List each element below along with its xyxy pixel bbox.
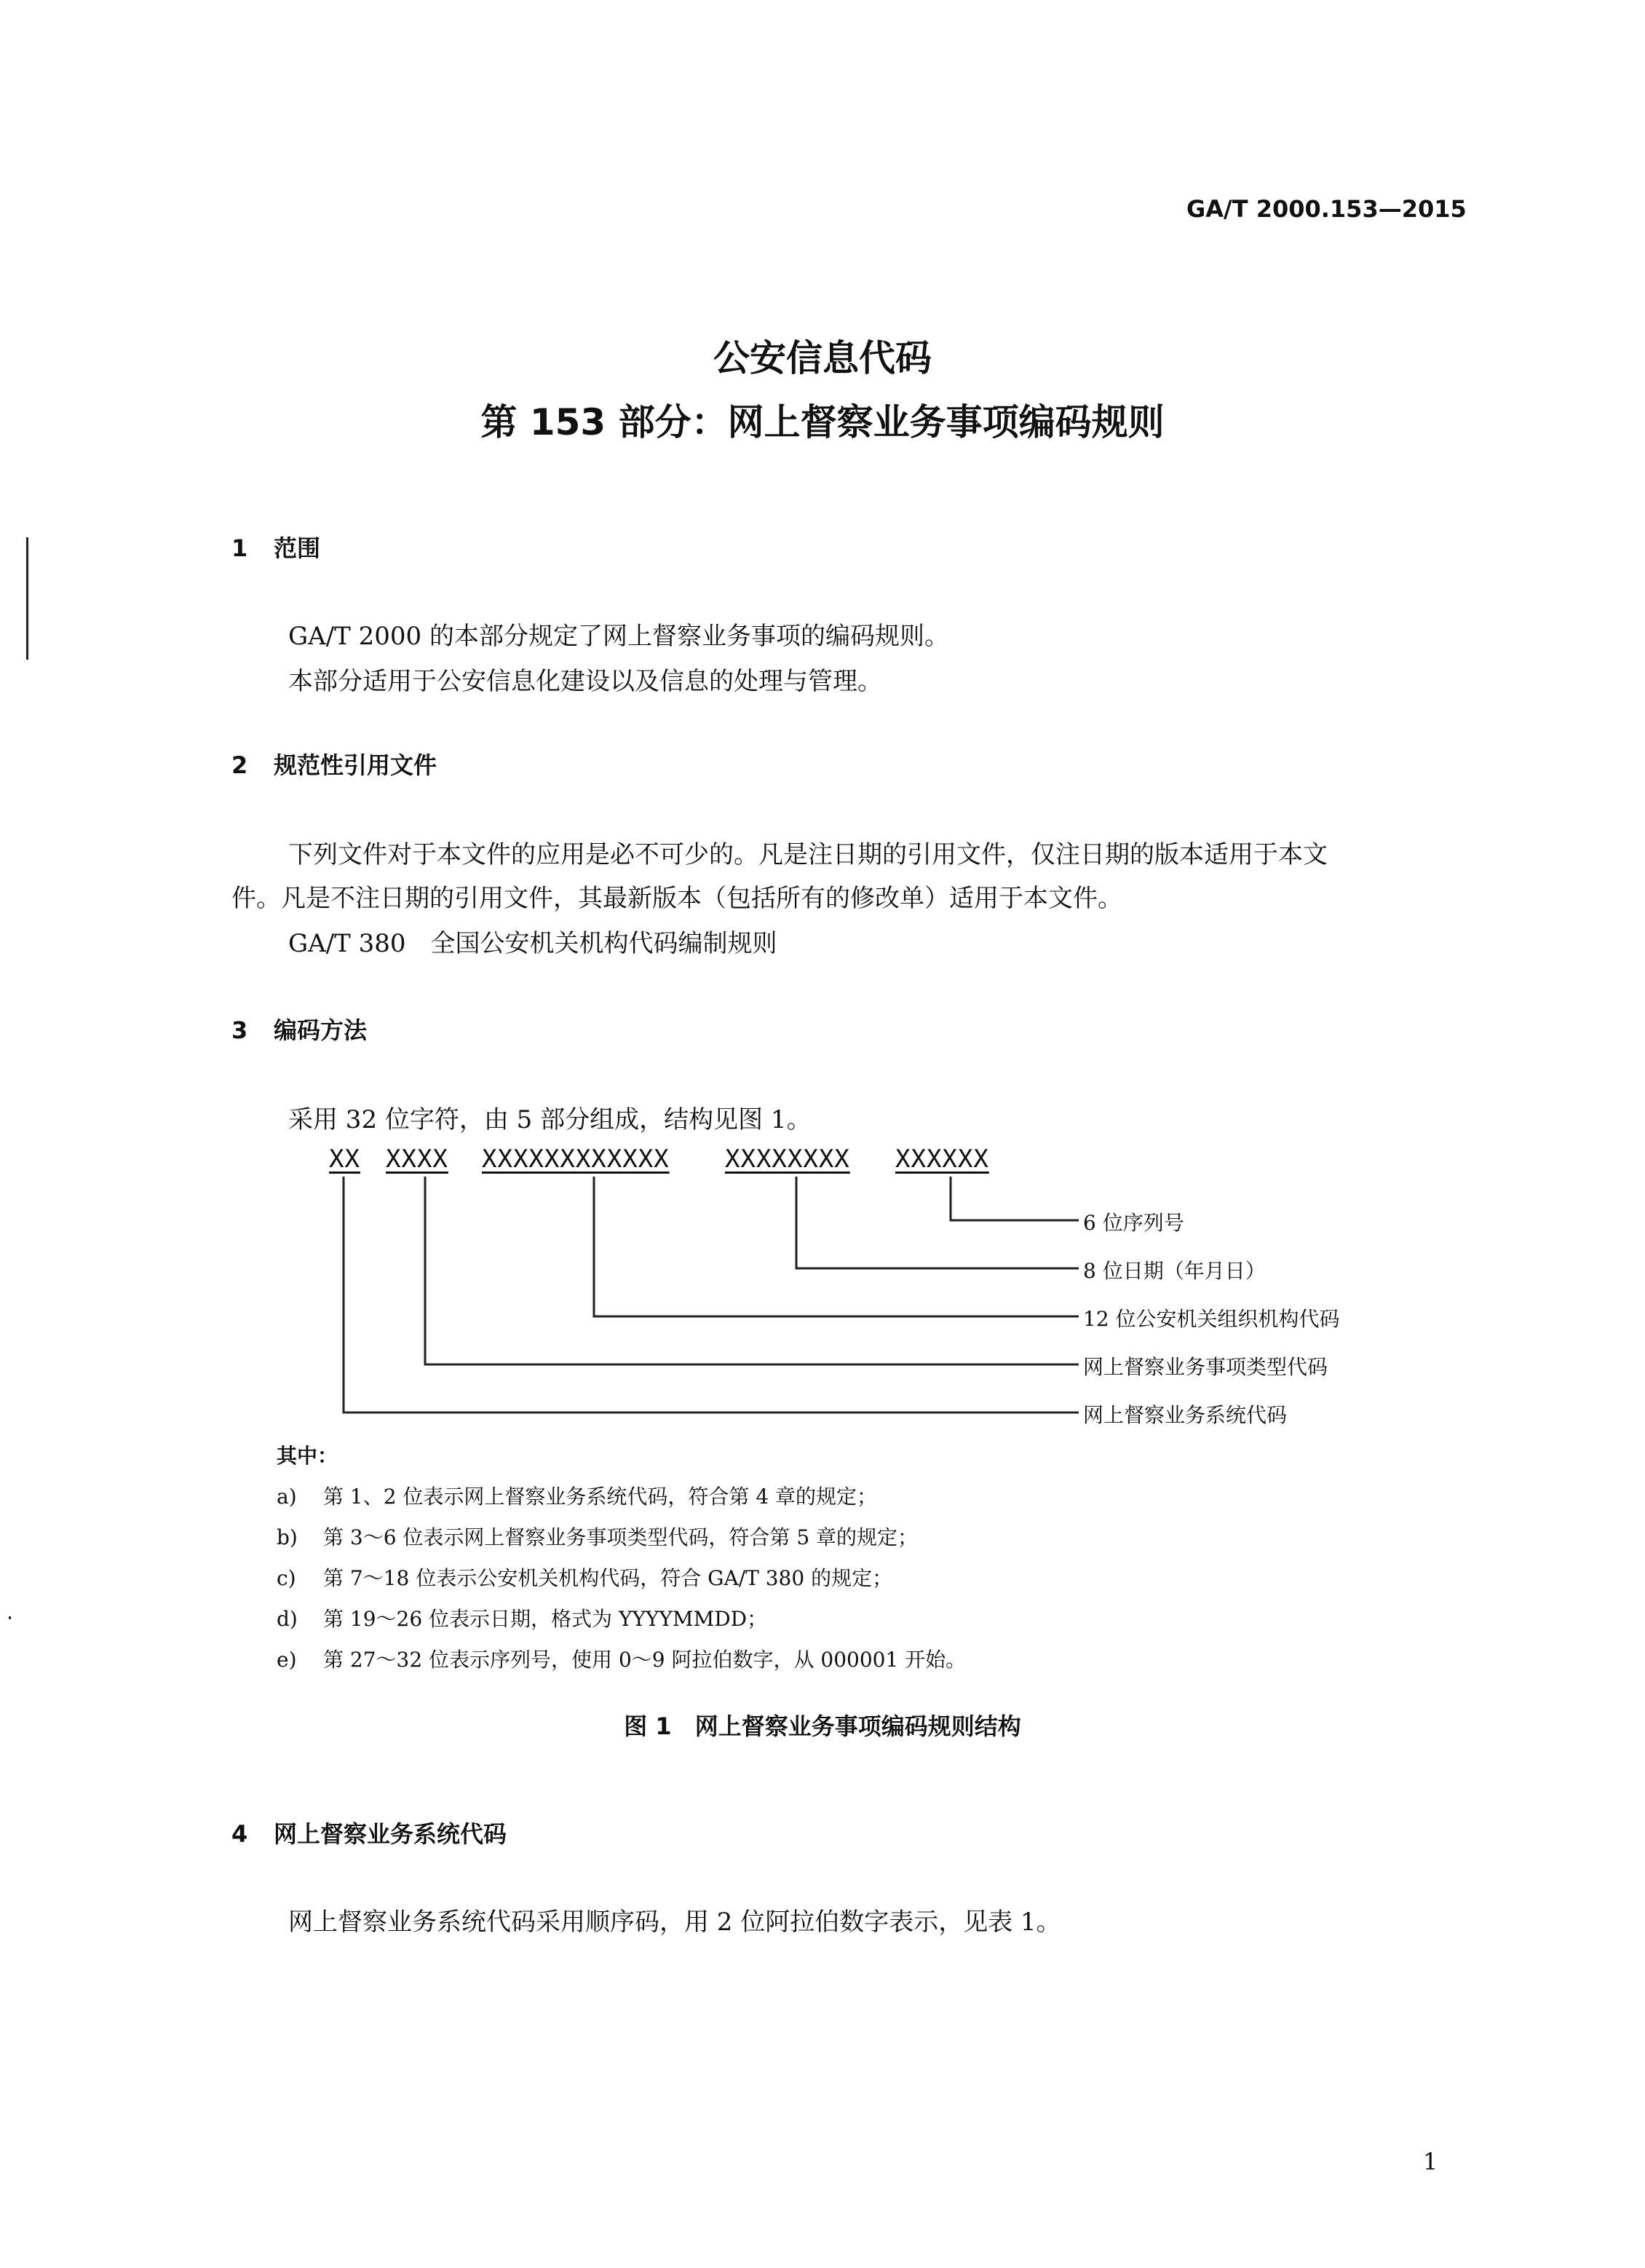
page-number: 1 bbox=[1423, 2148, 1438, 2176]
connector-date bbox=[796, 1177, 1079, 1268]
connector-org bbox=[594, 1177, 1079, 1316]
note-b bbox=[277, 1522, 918, 1551]
page-title-main: 公安信息代码 bbox=[713, 337, 932, 379]
notes-title: 其中： bbox=[277, 1444, 338, 1468]
section-4-paragraph: 网上督察业务系统代码采用顺序码，用 2 位阿拉伯数字表示，见表 1。 bbox=[288, 1908, 1061, 1937]
section-number: 2 bbox=[231, 751, 248, 779]
code-group-serial: XXXXXX bbox=[895, 1145, 989, 1174]
note-text: 第 27～32 位表示序列号，使用 0～9 阿拉伯数字，从 000001 开始。 bbox=[323, 1648, 967, 1672]
note-marker: e) bbox=[277, 1648, 297, 1672]
note-marker: a) bbox=[277, 1485, 297, 1509]
section-2-paragraph-line-1: 下列文件对于本文件的应用是必不可少的。凡是注日期的引用文件，仅注日期的版本适用于本文 bbox=[288, 840, 1328, 869]
code-group-item-type: XXXX bbox=[386, 1145, 448, 1174]
note-marker: c) bbox=[277, 1566, 296, 1590]
note-e bbox=[277, 1644, 966, 1673]
section-1-paragraph-1: GA/T 2000 的本部分规定了网上督察业务事项的编码规则。 bbox=[288, 622, 949, 651]
code-group-org: XXXXXXXXXXXX bbox=[482, 1145, 670, 1174]
section-number: 3 bbox=[231, 1016, 248, 1044]
section-title: 编码方法 bbox=[274, 1016, 368, 1044]
section-number: 1 bbox=[231, 534, 248, 562]
note-text: 第 7～18 位表示公安机关机构代码，符合 GA/T 380 的规定； bbox=[323, 1566, 893, 1590]
section-1-paragraph-2: 本部分适用于公安信息化建设以及信息的处理与管理。 bbox=[288, 667, 882, 696]
standard-number: GA/T 2000.153—2015 bbox=[1186, 195, 1467, 223]
section-title: 规范性引用文件 bbox=[274, 751, 437, 779]
section-title: 范围 bbox=[274, 534, 321, 562]
label-serial: 6 位序列号 bbox=[1083, 1211, 1184, 1235]
code-group-system: XX bbox=[329, 1145, 360, 1174]
connector-system bbox=[344, 1177, 1079, 1412]
note-marker: b) bbox=[277, 1525, 298, 1549]
label-item-type: 网上督察业务事项类型代码 bbox=[1083, 1355, 1328, 1379]
note-text: 第 1、2 位表示网上督察业务系统代码，符合第 4 章的规定； bbox=[323, 1485, 878, 1509]
normative-reference: GA/T 380 全国公安机关机构代码编制规则 bbox=[288, 929, 777, 958]
page-title-sub: 第 153 部分：网上督察业务事项编码规则 bbox=[480, 401, 1165, 443]
note-text: 第 3～6 位表示网上督察业务事项类型代码，符合第 5 章的规定； bbox=[323, 1525, 919, 1549]
label-date: 8 位日期（年月日） bbox=[1083, 1259, 1266, 1283]
connector-item-type bbox=[425, 1177, 1079, 1364]
note-d bbox=[277, 1603, 767, 1632]
figure-caption: 图 1 网上督察业务事项编码规则结构 bbox=[624, 1712, 1021, 1740]
code-group-date: XXXXXXXX bbox=[725, 1145, 850, 1174]
note-a bbox=[277, 1481, 877, 1510]
section-2-paragraph-line-2: 件。凡是不注日期的引用文件，其最新版本（包括所有的修改单）适用于本文件。 bbox=[231, 884, 1122, 913]
section-number: 4 bbox=[231, 1820, 248, 1848]
note-c bbox=[277, 1562, 892, 1592]
note-text: 第 19～26 位表示日期，格式为 YYYYMMDD； bbox=[323, 1607, 768, 1631]
note-marker: d) bbox=[277, 1607, 298, 1631]
section-3-intro: 采用 32 位字符，由 5 部分组成，结构见图 1。 bbox=[288, 1105, 812, 1134]
label-system: 网上督察业务系统代码 bbox=[1083, 1403, 1288, 1427]
label-org: 12 位公安机关组织机构代码 bbox=[1083, 1307, 1340, 1331]
connector-serial bbox=[951, 1177, 1079, 1220]
section-4-heading bbox=[231, 1816, 507, 1849]
section-title: 网上督察业务系统代码 bbox=[274, 1820, 507, 1848]
